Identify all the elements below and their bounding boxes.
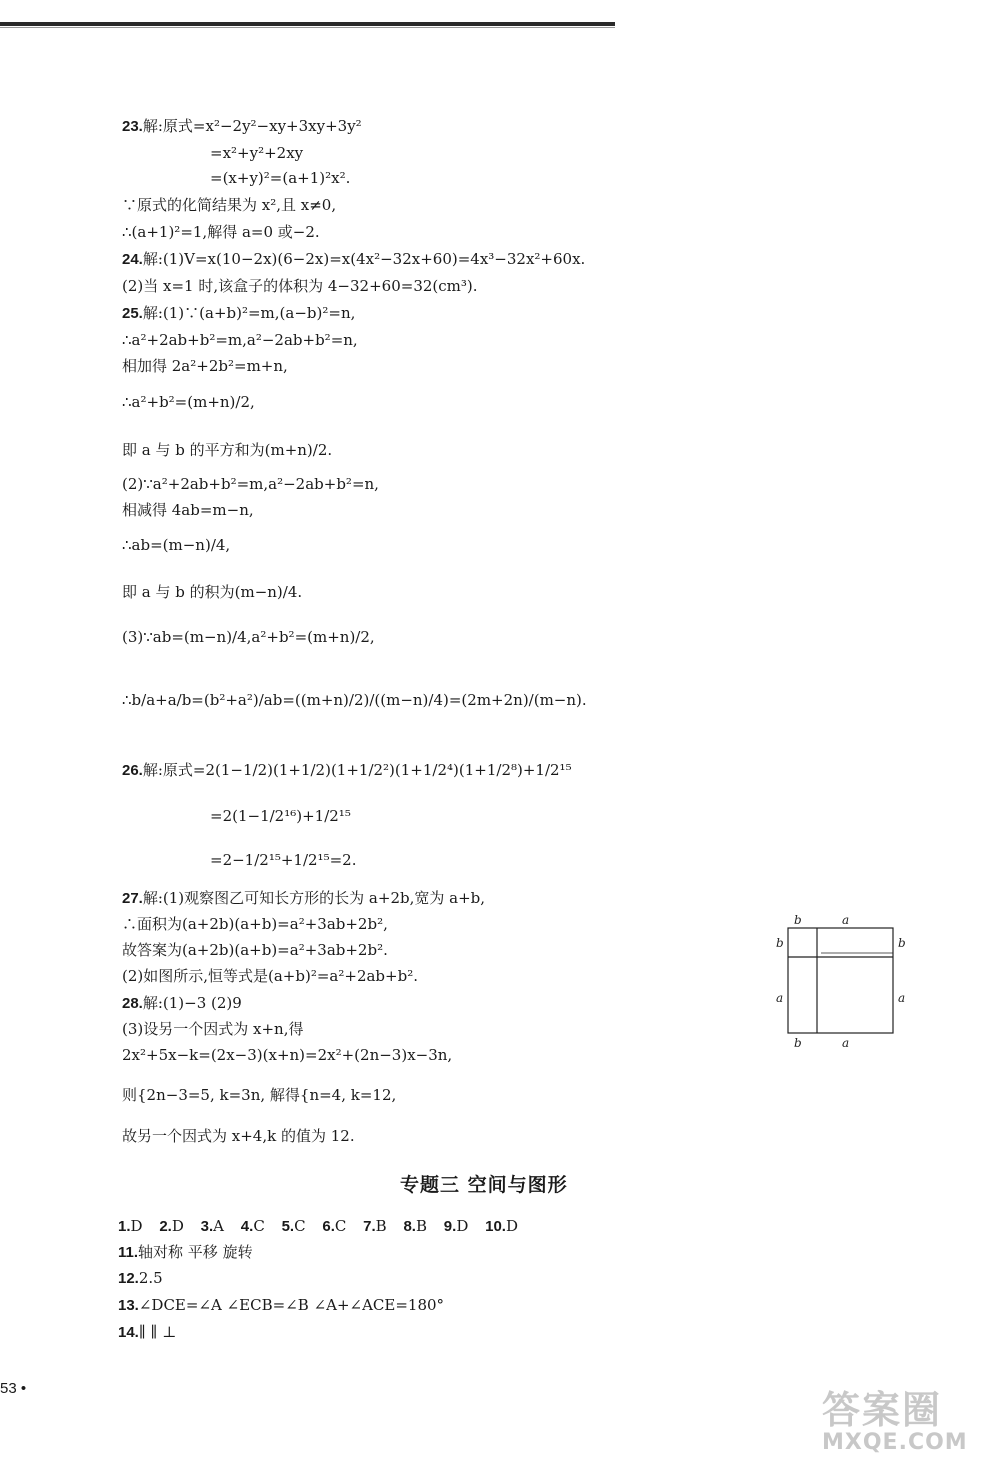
solution-line: 2x²+5x−k=(2x−3)(x+n)=2x²+(2n−3)x−3n, bbox=[122, 1046, 453, 1064]
solution-line: 23.解:原式=x²−2y²−xy+3xy+3y² bbox=[122, 117, 362, 135]
solution-line: 即 a 与 b 的积为(m−n)/4. bbox=[122, 583, 303, 601]
top-rule bbox=[0, 22, 615, 26]
section-title: 专题三 空间与图形 bbox=[400, 1174, 568, 1196]
solution-line: (3)∵ab=(m−n)/4,a²+b²=(m+n)/2, bbox=[122, 628, 375, 646]
solution-line: 故答案为(a+2b)(a+b)=a²+3ab+2b². bbox=[122, 941, 388, 959]
solution-line: 即 a 与 b 的平方和为(m+n)/2. bbox=[122, 441, 333, 459]
solution-line: 相减得 4ab=m−n, bbox=[122, 501, 254, 519]
solution-line: ∴b/a+a/b=(b²+a²)/ab=((m+n)/2)/((m−n)/4)=(2m+2n)/(m−n). bbox=[122, 691, 587, 709]
solution-line: =x²+y²+2xy bbox=[210, 144, 304, 162]
watermark bbox=[822, 1390, 992, 1465]
solution-line: ∴ab=(m−n)/4, bbox=[122, 536, 231, 554]
solution-line: 则{2n−3=5, k=3n, 解得{n=4, k=12, bbox=[122, 1086, 397, 1104]
watermark-url: MXQE.COM bbox=[822, 1430, 968, 1455]
solution-line: 25.解:(1)∵(a+b)²=m,(a−b)²=n, bbox=[122, 304, 356, 322]
solution-line: ∴a²+b²=(m+n)/2, bbox=[122, 393, 255, 411]
solution-line: ∴(a+1)²=1,解得 a=0 或−2. bbox=[122, 223, 320, 241]
watermark-logo: 答案圈 bbox=[822, 1388, 943, 1432]
fill-in-answer: 11.轴对称 平移 旋转 bbox=[118, 1243, 253, 1261]
solution-line: (2)当 x=1 时,该盒子的体积为 4−32+60=32(cm³). bbox=[122, 277, 478, 295]
solution-line: ∴a²+2ab+b²=m,a²−2ab+b²=n, bbox=[122, 331, 358, 349]
label-top-b: b bbox=[794, 913, 802, 927]
label-right-a: a bbox=[898, 991, 906, 1005]
label-right-b: b bbox=[898, 936, 906, 950]
solution-line: (2)如图所示,恒等式是(a+b)²=a²+2ab+b². bbox=[122, 967, 418, 985]
solution-line: =2−1/2¹⁵+1/2¹⁵=2. bbox=[210, 851, 357, 869]
solution-line: 相加得 2a²+2b²=m+n, bbox=[122, 357, 288, 375]
outer-square bbox=[788, 928, 893, 1033]
solution-line: =2(1−1/2¹⁶)+1/2¹⁵ bbox=[210, 807, 351, 825]
solution-line: 故另一个因式为 x+4,k 的值为 12. bbox=[122, 1127, 355, 1145]
top-rule-thin bbox=[0, 27, 615, 28]
fill-in-answer: 13.∠DCE=∠A ∠ECB=∠B ∠A+∠ACE=180° bbox=[118, 1296, 445, 1314]
solution-line: ∵原式的化简结果为 x²,且 x≠0, bbox=[122, 196, 337, 214]
label-left-a: a bbox=[776, 991, 784, 1005]
solution-line: 26.解:原式=2(1−1/2)(1+1/2)(1+1/2²)(1+1/2⁴)(1+1/2⁸)+1/2¹⁵ bbox=[122, 761, 572, 779]
solution-line: (3)设另一个因式为 x+n,得 bbox=[122, 1020, 304, 1038]
solution-line: ∴面积为(a+2b)(a+b)=a²+3ab+2b², bbox=[122, 915, 388, 933]
fill-in-answer: 14.∥ ∥ ⊥ bbox=[118, 1323, 177, 1341]
solution-line: (2)∵a²+2ab+b²=m,a²−2ab+b²=n, bbox=[122, 475, 379, 493]
label-bottom-a: a bbox=[842, 1036, 850, 1050]
fill-in-answer: 12.2.5 bbox=[118, 1269, 163, 1287]
label-left-b: b bbox=[776, 936, 784, 950]
solution-line: 24.解:(1)V=x(10−2x)(6−2x)=x(4x²−32x+60)=4x³−32x²+60x. bbox=[122, 250, 586, 268]
solution-line: 27.解:(1)观察图乙可知长方形的长为 a+2b,宽为 a+b, bbox=[122, 889, 486, 907]
solution-line: 28.解:(1)−3 (2)9 bbox=[122, 994, 242, 1012]
solution-line: =(x+y)²=(a+1)²x². bbox=[210, 169, 351, 187]
answer-row: 1.D 2.D 3.A 4.C 5.C 6.C 7.B 8.B 9.D 10.D bbox=[118, 1217, 519, 1235]
label-bottom-b: b bbox=[794, 1036, 802, 1050]
square-diagram bbox=[770, 910, 910, 1055]
page-number: 53 • bbox=[0, 1380, 27, 1397]
label-top-a: a bbox=[842, 913, 850, 927]
